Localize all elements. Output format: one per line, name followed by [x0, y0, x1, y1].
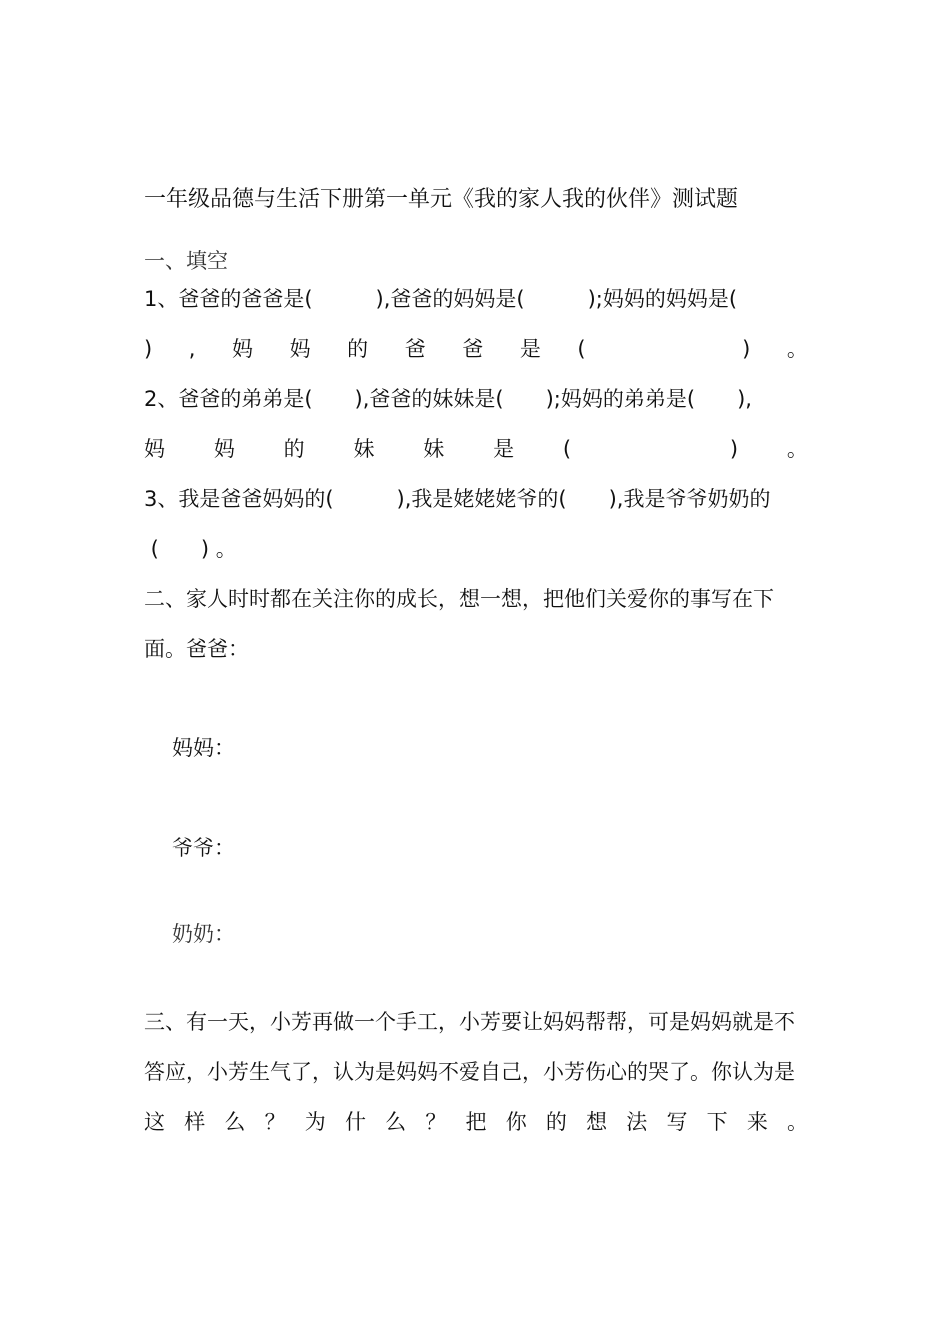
token: 妈: [289, 337, 311, 361]
token: 把: [465, 1110, 487, 1134]
token: 爸: [404, 337, 426, 361]
question2-line1: 2、爸爸的弟弟是( ),爸爸的妹妹是( );妈妈的弟弟是( ),: [144, 387, 752, 411]
token: 法: [626, 1110, 648, 1134]
section3-line1: 三、有一天，小芳再做一个手工，小芳要让妈妈帮帮，可是妈妈就是不: [144, 1010, 795, 1034]
token: 妈: [232, 337, 254, 361]
token: 的: [545, 1110, 567, 1134]
section3-line2: 答应，小芳生气了，认为是妈妈不爱自己，小芳伤心的哭了。你认为是: [144, 1060, 795, 1084]
token: 。: [786, 337, 808, 361]
token: 。: [787, 1110, 808, 1134]
token: 你: [505, 1110, 527, 1134]
token: 来: [746, 1110, 768, 1134]
token: ): [144, 337, 153, 361]
token: 的: [347, 337, 369, 361]
token: 下: [706, 1110, 728, 1134]
question3-line2: ( ) 。: [144, 537, 237, 561]
token: 想: [586, 1110, 608, 1134]
answer-label-grandpa: 爷爷：: [172, 836, 235, 860]
token: 妹: [423, 437, 445, 461]
token: 是: [493, 437, 515, 461]
page-title: 一年级品德与生活下册第一单元《我的家人我的伙伴》测试题: [144, 187, 739, 212]
token: 写: [666, 1110, 688, 1134]
token: 什: [344, 1110, 366, 1134]
section2-line2: 面。爸爸：: [144, 637, 249, 661]
token: ？: [425, 1110, 447, 1134]
question3-line1: 3、我是爸爸妈妈的( ),我是姥姥姥爷的( ),我是爷爷奶奶的: [144, 487, 771, 511]
answer-label-mom: 妈妈：: [172, 736, 235, 760]
token: (: [562, 437, 572, 461]
question2-line2: [144, 434, 808, 464]
token: 么: [224, 1110, 246, 1134]
token: ？: [264, 1110, 286, 1134]
token: 爸: [462, 337, 484, 361]
token: 妈: [213, 437, 235, 461]
section1-heading: 一、填空: [144, 249, 228, 273]
question1-line2: [144, 334, 808, 364]
question1-line1: 1、爸爸的爸爸是( ),爸爸的妈妈是( );妈妈的妈妈是(: [144, 287, 738, 311]
token: 么: [385, 1110, 407, 1134]
token: 。: [786, 437, 808, 461]
section2-line1: 二、家人时时都在关注你的成长，想一想，把他们关爱你的事写在下: [144, 587, 774, 611]
token: 的: [283, 437, 305, 461]
token: ,: [188, 337, 196, 361]
token: 为: [304, 1110, 326, 1134]
token: (: [577, 337, 586, 361]
token: ): [742, 337, 751, 361]
answer-label-grandma: 奶奶：: [172, 922, 235, 946]
token: 妹: [353, 437, 375, 461]
token: 妈: [144, 437, 165, 461]
token: 样: [184, 1110, 206, 1134]
token: 这: [144, 1110, 165, 1134]
token: ): [729, 437, 739, 461]
section3-line3: [144, 1107, 808, 1137]
token: 是: [519, 337, 541, 361]
